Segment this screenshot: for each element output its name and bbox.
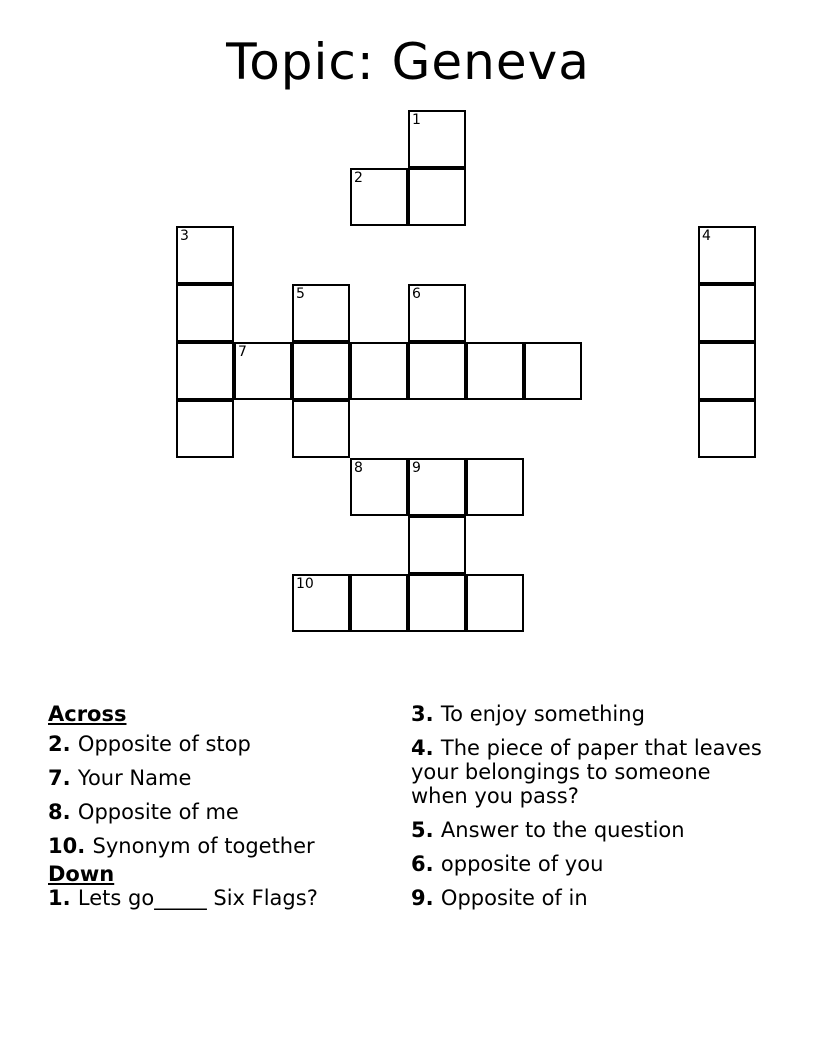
grid-cell[interactable] bbox=[408, 574, 466, 632]
grid-cell[interactable] bbox=[292, 342, 350, 400]
grid-cell[interactable] bbox=[234, 342, 292, 400]
clue: 6. opposite of you bbox=[411, 852, 604, 876]
grid-cell[interactable] bbox=[350, 168, 408, 226]
grid-cell[interactable] bbox=[466, 458, 524, 516]
grid-cell[interactable] bbox=[176, 400, 234, 458]
clue: 3. To enjoy something bbox=[411, 702, 645, 726]
clue-text: The piece of paper that leaves your belongings to someone when you pass? bbox=[411, 736, 762, 808]
cell-number: 5 bbox=[296, 286, 305, 302]
clue: 10. Synonym of together bbox=[48, 834, 315, 858]
grid-cell[interactable] bbox=[698, 400, 756, 458]
cell-number: 2 bbox=[354, 170, 363, 186]
clue-number: 8 bbox=[48, 800, 63, 824]
puzzle-title: Topic: Geneva bbox=[226, 33, 590, 91]
clue-number: 5 bbox=[411, 818, 426, 842]
grid-cell[interactable] bbox=[698, 226, 756, 284]
clue-number: 3 bbox=[411, 702, 426, 726]
cell-number: 3 bbox=[180, 228, 189, 244]
grid-cell[interactable] bbox=[408, 342, 466, 400]
clue-text: Lets go_____ Six Flags? bbox=[77, 886, 318, 910]
clue-text: Synonym of together bbox=[92, 834, 315, 858]
grid-cell[interactable] bbox=[408, 284, 466, 342]
clue: 9. Opposite of in bbox=[411, 886, 588, 910]
clue-number: 9 bbox=[411, 886, 426, 910]
grid-cell[interactable] bbox=[350, 458, 408, 516]
grid-cell[interactable] bbox=[292, 284, 350, 342]
clue-number: 7 bbox=[48, 766, 63, 790]
across-heading: Across bbox=[48, 702, 127, 726]
grid-cell[interactable] bbox=[408, 458, 466, 516]
clue-number: 10 bbox=[48, 834, 78, 858]
clue-text: Opposite of in bbox=[440, 886, 588, 910]
clue-number: 6 bbox=[411, 852, 426, 876]
grid-cell[interactable] bbox=[466, 574, 524, 632]
grid-cell[interactable] bbox=[350, 574, 408, 632]
clues-left-column bbox=[48, 702, 398, 920]
cell-number: 4 bbox=[702, 228, 711, 244]
grid-cell[interactable] bbox=[466, 342, 524, 400]
cell-number: 9 bbox=[412, 460, 421, 476]
clue: 8. Opposite of me bbox=[48, 800, 239, 824]
grid-cell[interactable] bbox=[176, 226, 234, 284]
cell-number: 10 bbox=[296, 576, 314, 592]
clue-text: Answer to the question bbox=[440, 818, 685, 842]
grid-cell[interactable] bbox=[408, 110, 466, 168]
grid-cell[interactable] bbox=[350, 342, 408, 400]
grid-cell[interactable] bbox=[408, 168, 466, 226]
grid-cell[interactable] bbox=[292, 400, 350, 458]
cell-number: 8 bbox=[354, 460, 363, 476]
grid-cell[interactable] bbox=[698, 284, 756, 342]
across-clue-list bbox=[48, 732, 398, 858]
clue: 7. Your Name bbox=[48, 766, 192, 790]
clue-text: To enjoy something bbox=[440, 702, 645, 726]
clue: 2. Opposite of stop bbox=[48, 732, 251, 756]
cell-number: 1 bbox=[412, 112, 421, 128]
clue-number: 2 bbox=[48, 732, 63, 756]
clue-text: opposite of you bbox=[440, 852, 604, 876]
grid-cell[interactable] bbox=[524, 342, 582, 400]
cell-number: 7 bbox=[238, 344, 247, 360]
clue-number: 4 bbox=[411, 736, 426, 760]
down-heading: Down bbox=[48, 862, 115, 886]
clue-text: Opposite of stop bbox=[77, 732, 251, 756]
grid-cell[interactable] bbox=[176, 342, 234, 400]
clue: 4. The piece of paper that leaves your belongings to someone when you pass? bbox=[411, 736, 762, 808]
grid-cell[interactable] bbox=[698, 342, 756, 400]
clue: 1. Lets go_____ Six Flags? bbox=[48, 886, 318, 910]
clue: 5. Answer to the question bbox=[411, 818, 685, 842]
cell-number: 6 bbox=[412, 286, 421, 302]
clue-text: Your Name bbox=[77, 766, 192, 790]
clues-right-column bbox=[411, 702, 771, 920]
grid-cell[interactable] bbox=[292, 574, 350, 632]
grid-cell[interactable] bbox=[408, 516, 466, 574]
grid-cell[interactable] bbox=[176, 284, 234, 342]
clue-number: 1 bbox=[48, 886, 63, 910]
clue-text: Opposite of me bbox=[77, 800, 239, 824]
down-clue-list-start bbox=[48, 886, 398, 910]
